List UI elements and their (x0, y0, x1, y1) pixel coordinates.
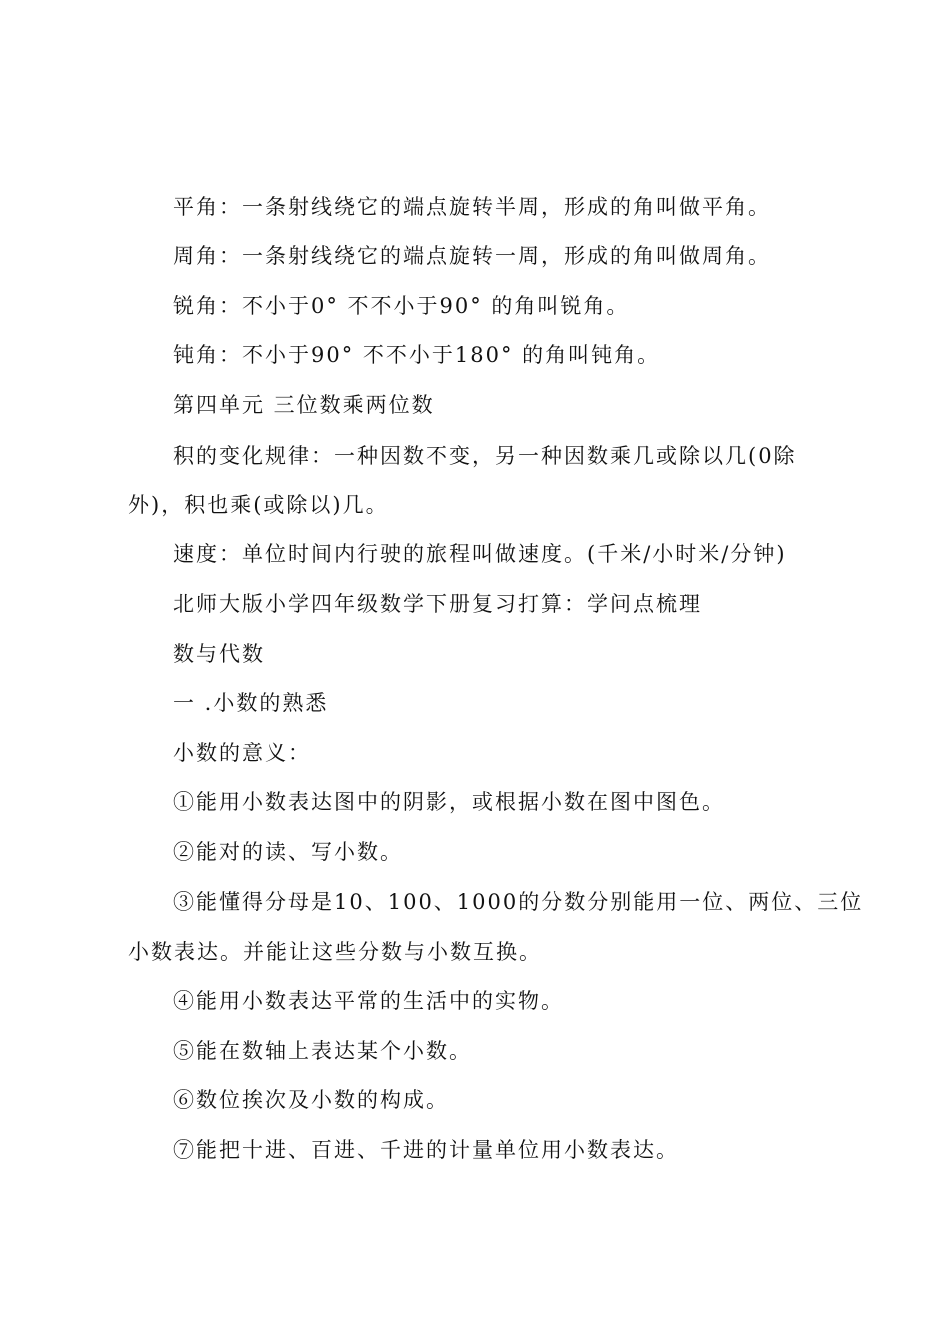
paragraph-acute-angle: 锐角：不小于0° 不不小于90° 的角叫锐角。 (173, 294, 630, 318)
paragraph-product-rule-line2: 外)，积也乘(或除以)几。 (128, 493, 389, 517)
unit-four-heading: 第四单元 三位数乘两位数 (173, 393, 435, 417)
decimal-meaning-heading: 小数的意义： (173, 741, 311, 765)
paragraph-product-rule-line1: 积的变化规律：一种因数不变，另一种因数乘几或除以几(0除 (173, 444, 797, 468)
list-item-5: ⑤能在数轴上表达某个小数。 (173, 1039, 472, 1063)
list-item-4: ④能用小数表达平常的生活中的实物。 (173, 989, 564, 1013)
review-plan-title: 北师大版小学四年级数学下册复习打算：学问点梳理 (173, 592, 702, 616)
list-item-2: ②能对的读、写小数。 (173, 840, 403, 864)
subsection-decimals: 一 .小数的熟悉 (173, 691, 329, 715)
paragraph-full-angle: 周角：一条射线绕它的端点旋转一周，形成的角叫做周角。 (173, 244, 771, 268)
list-item-3-line1: ③能懂得分母是10、100、1000的分数分别能用一位、两位、三位 (173, 890, 864, 914)
paragraph-obtuse-angle: 钝角：不小于90° 不不小于180° 的角叫钝角。 (173, 343, 661, 367)
section-number-algebra: 数与代数 (173, 642, 265, 666)
paragraph-speed: 速度：单位时间内行驶的旅程叫做速度。(千米/小时米/分钟) (173, 542, 787, 566)
list-item-7: ⑦能把十进、百进、千进的计量单位用小数表达。 (173, 1138, 679, 1162)
list-item-6: ⑥数位挨次及小数的构成。 (173, 1088, 449, 1112)
list-item-1: ①能用小数表达图中的阴影，或根据小数在图中图色。 (173, 790, 725, 814)
paragraph-straight-angle: 平角：一条射线绕它的端点旋转半周，形成的角叫做平角。 (173, 195, 771, 219)
list-item-3-line2: 小数表达。并能让这些分数与小数互换。 (128, 940, 542, 964)
